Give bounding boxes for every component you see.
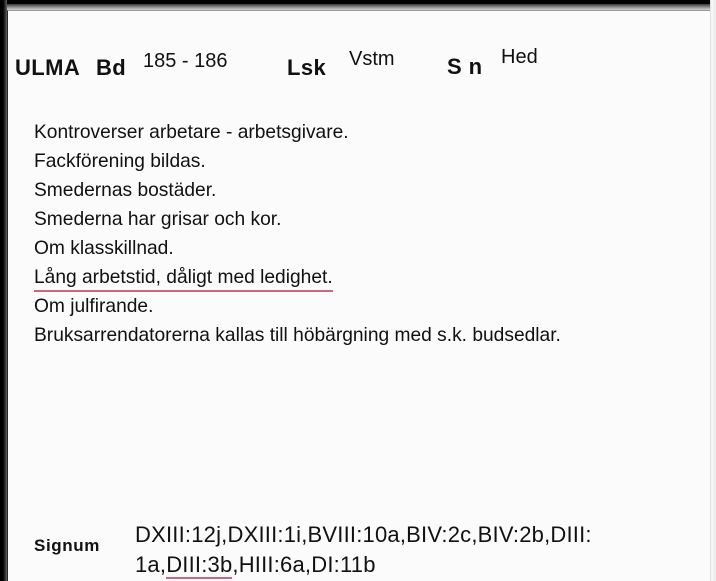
content-line: Fackförening bildas. <box>34 151 206 172</box>
ulma-label: ULMA <box>15 55 81 80</box>
content-line: Bruksarrendatorerna kallas till höbärgning med s.k. budsedlar. <box>34 325 561 346</box>
lsk-value: Vstm <box>349 48 395 70</box>
content-list <box>34 118 561 350</box>
signum-label: Signum <box>34 536 100 555</box>
bd-label: Bd <box>96 55 127 80</box>
sn-value: Hed <box>501 46 538 68</box>
sn-label: S n <box>447 54 483 79</box>
content-line: Smederna har grisar och kor. <box>34 209 282 230</box>
lsk-label: Lsk <box>287 55 327 80</box>
signum-codes-line-2: 1a,DIII:3b,HIII:6a,DI:11b <box>135 552 376 577</box>
right-card-edge <box>710 0 716 581</box>
underlined-code: DIII:3b <box>166 552 233 577</box>
content-line: Kontroverser arbetare - arbetsgivare. <box>34 122 349 143</box>
content-line: Smedernas bostäder. <box>34 180 217 201</box>
content-line-underlined <box>34 263 561 292</box>
content-line: Om julfirande. <box>34 296 154 317</box>
bd-value: 185 - 186 <box>143 50 228 72</box>
signum-codes-line-1: DXIII:12j,DXIII:1i,BVIII:10a,BIV:2c,BIV:2b,DIII: <box>135 522 592 547</box>
content-line: Om klasskillnad. <box>34 238 174 259</box>
signum-codes <box>135 520 695 580</box>
left-scan-edge <box>0 0 7 581</box>
underlined-text: Lång arbetstid, dåligt med ledighet. <box>34 265 333 292</box>
